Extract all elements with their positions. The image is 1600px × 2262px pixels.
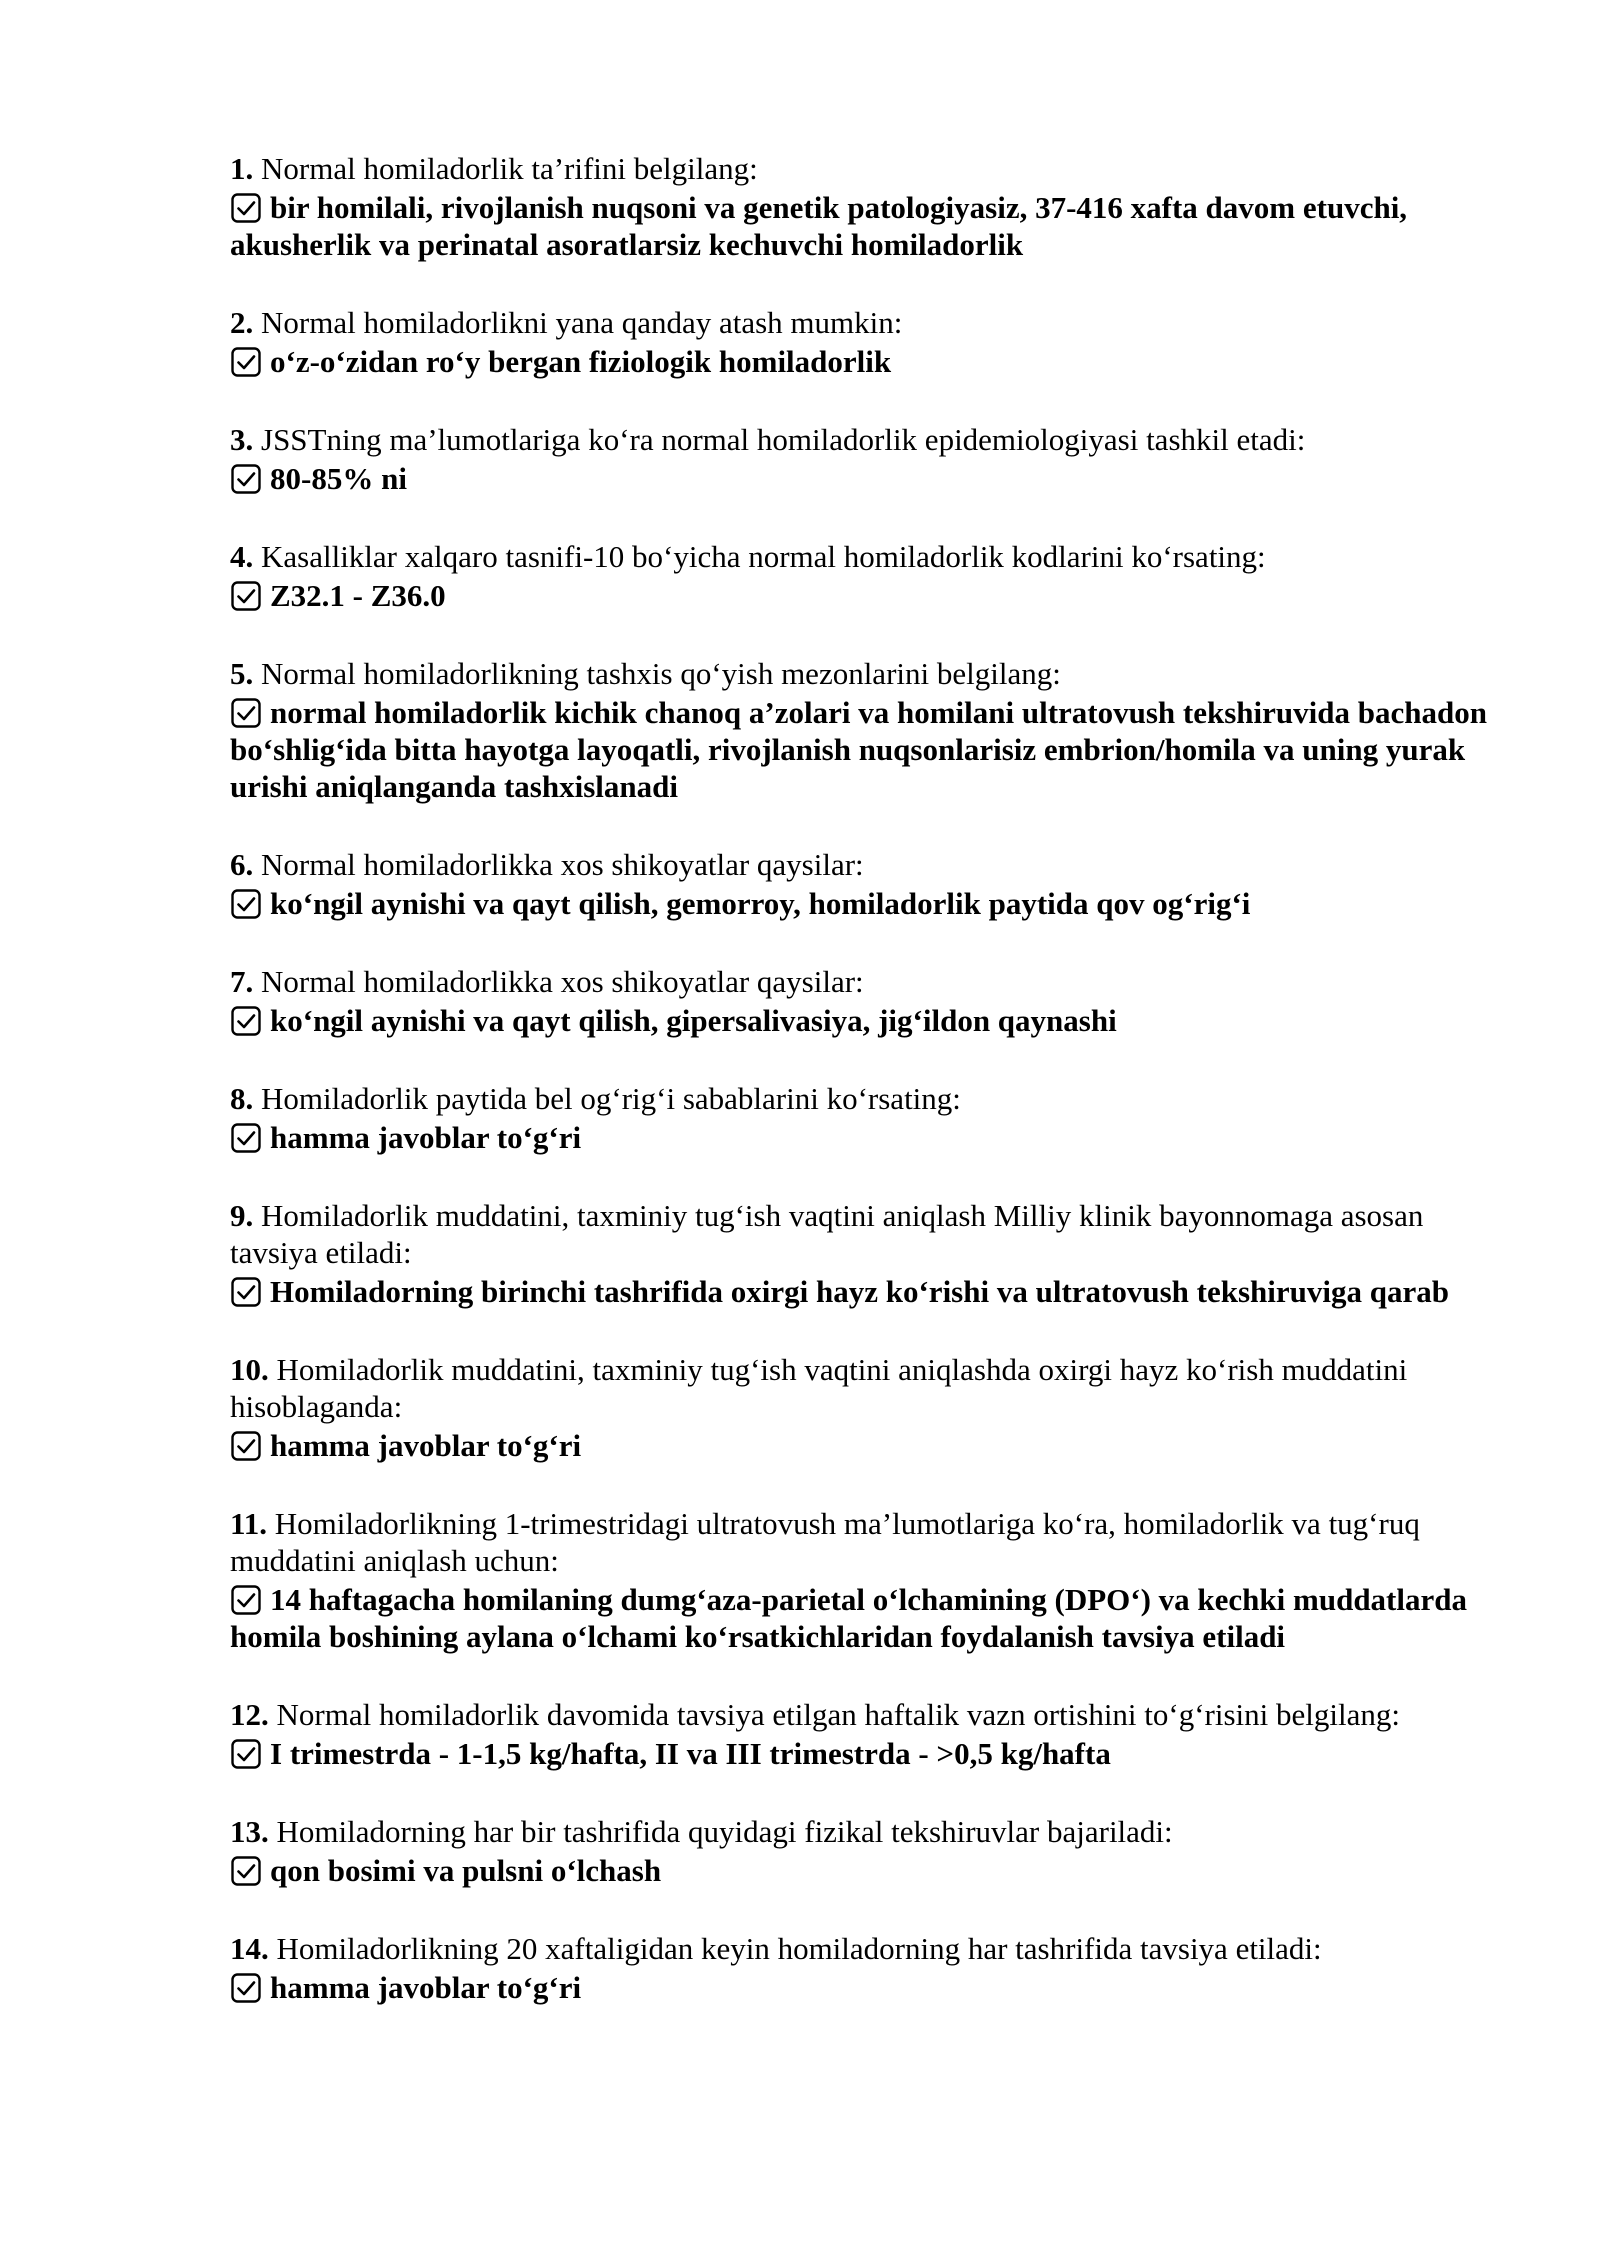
question-item bbox=[230, 1696, 1492, 1772]
answer-text: qon bosimi va pulsni o‘lchash bbox=[270, 1853, 662, 1888]
question-number: 7. bbox=[230, 964, 254, 999]
answer-line bbox=[230, 189, 1492, 263]
question-text-line bbox=[230, 1080, 1492, 1117]
checkbox-checked-icon bbox=[230, 697, 262, 729]
question-number: 2. bbox=[230, 305, 254, 340]
question-text-line bbox=[230, 304, 1492, 341]
question-item bbox=[230, 1197, 1492, 1310]
answer-text: hamma javoblar to‘g‘ri bbox=[270, 1970, 582, 2005]
question-item bbox=[230, 1080, 1492, 1156]
checkbox-checked-icon bbox=[230, 1738, 262, 1770]
question-text: Homiladorlikning 20 xaftaligidan keyin homiladorning har tashrifida tavsiya etiladi: bbox=[276, 1931, 1322, 1966]
question-item bbox=[230, 150, 1492, 263]
question-number: 3. bbox=[230, 422, 254, 457]
question-text: Normal homiladorlik ta’rifini belgilang: bbox=[261, 151, 758, 186]
question-number: 10. bbox=[230, 1352, 269, 1387]
answer-line bbox=[230, 343, 1492, 380]
question-list bbox=[230, 150, 1492, 2047]
answer-line bbox=[230, 1581, 1492, 1655]
answer-text: o‘z-o‘zidan ro‘y bergan fiziologik homiladorlik bbox=[270, 344, 892, 379]
checkbox-checked-icon bbox=[230, 580, 262, 612]
answer-text: hamma javoblar to‘g‘ri bbox=[270, 1120, 582, 1155]
question-text-line bbox=[230, 963, 1492, 1000]
question-number: 13. bbox=[230, 1814, 269, 1849]
checkbox-checked-icon bbox=[230, 1855, 262, 1887]
question-item bbox=[230, 846, 1492, 922]
question-text: JSSTning ma’lumotlariga ko‘ra normal homiladorlik epidemiologiyasi tashkil etadi: bbox=[261, 422, 1306, 457]
answer-line bbox=[230, 1969, 1492, 2006]
question-text-line bbox=[230, 1505, 1492, 1579]
question-text: Kasalliklar xalqaro tasnifi-10 bo‘yicha normal homiladorlik kodlarini ko‘rsating: bbox=[261, 539, 1266, 574]
answer-text: 14 haftagacha homilaning dumg‘aza-parietal o‘lchamining (DPO‘) va kechki muddatlarda homila boshining aylana o‘lchami ko‘rsatkichlaridan foydalanish tavsiya etiladi bbox=[230, 1582, 1467, 1654]
question-text: Normal homiladorlikni yana qanday atash mumkin: bbox=[261, 305, 903, 340]
checkbox-checked-icon bbox=[230, 463, 262, 495]
answer-line bbox=[230, 885, 1492, 922]
question-text-line bbox=[230, 1696, 1492, 1733]
question-text-line bbox=[230, 421, 1492, 458]
question-number: 8. bbox=[230, 1081, 254, 1116]
answer-line bbox=[230, 1119, 1492, 1156]
question-text-line bbox=[230, 1930, 1492, 1967]
answer-line bbox=[230, 1427, 1492, 1464]
answer-line bbox=[230, 460, 1492, 497]
question-text: Homiladorlik paytida bel og‘rig‘i sabablarini ko‘rsating: bbox=[261, 1081, 961, 1116]
answer-line bbox=[230, 1852, 1492, 1889]
checkbox-checked-icon bbox=[230, 346, 262, 378]
question-item bbox=[230, 655, 1492, 805]
answer-text: I trimestrda - 1-1,5 kg/hafta, II va III trimestrda - >0,5 kg/hafta bbox=[270, 1736, 1111, 1771]
checkbox-checked-icon bbox=[230, 1430, 262, 1462]
question-item bbox=[230, 1505, 1492, 1655]
checkbox-checked-icon bbox=[230, 1122, 262, 1154]
question-text-line bbox=[230, 150, 1492, 187]
question-text-line bbox=[230, 655, 1492, 692]
question-item bbox=[230, 1930, 1492, 2006]
question-item bbox=[230, 963, 1492, 1039]
question-number: 6. bbox=[230, 847, 254, 882]
question-number: 12. bbox=[230, 1697, 269, 1732]
question-item bbox=[230, 1813, 1492, 1889]
question-number: 9. bbox=[230, 1198, 254, 1233]
question-text-line bbox=[230, 846, 1492, 883]
answer-line bbox=[230, 1735, 1492, 1772]
question-item bbox=[230, 304, 1492, 380]
answer-text: hamma javoblar to‘g‘ri bbox=[270, 1428, 582, 1463]
answer-text: Homiladorning birinchi tashrifida oxirgi hayz ko‘rishi va ultratovush tekshiruviga qarab bbox=[270, 1274, 1449, 1309]
question-number: 1. bbox=[230, 151, 254, 186]
answer-text: normal homiladorlik kichik chanoq a’zolari va homilani ultratovush tekshiruvida bachadon bo‘shlig‘ida bitta hayotga layoqatli, rivojlanish nuqsonlarisiz embrion/homila va uning yurak urishi aniqlanganda tashxislanadi bbox=[230, 695, 1487, 804]
question-text: Homiladorlikning 1-trimestridagi ultratovush ma’lumotlariga ko‘ra, homiladorlik va tug‘ruq muddatini aniqlash uchun: bbox=[230, 1506, 1420, 1578]
checkbox-checked-icon bbox=[230, 192, 262, 224]
question-number: 4. bbox=[230, 539, 254, 574]
answer-line bbox=[230, 577, 1492, 614]
question-number: 5. bbox=[230, 656, 254, 691]
question-number: 14. bbox=[230, 1931, 269, 1966]
checkbox-checked-icon bbox=[230, 1972, 262, 2004]
checkbox-checked-icon bbox=[230, 1005, 262, 1037]
answer-line bbox=[230, 694, 1492, 805]
question-text: Normal homiladorlik davomida tavsiya etilgan haftalik vazn ortishini to‘g‘risini belgilang: bbox=[276, 1697, 1400, 1732]
question-text: Homiladorlik muddatini, taxminiy tug‘ish vaqtini aniqlash Milliy klinik bayonnomaga asosan tavsiya etiladi: bbox=[230, 1198, 1424, 1270]
answer-text: ko‘ngil aynishi va qayt qilish, gemorroy, homiladorlik paytida qov og‘rig‘i bbox=[270, 886, 1251, 921]
question-text: Normal homiladorlikka xos shikoyatlar qaysilar: bbox=[261, 964, 864, 999]
question-text-line bbox=[230, 538, 1492, 575]
checkbox-checked-icon bbox=[230, 1276, 262, 1308]
answer-text: bir homilali, rivojlanish nuqsoni va genetik patologiyasiz, 37-416 xafta davom etuvchi, akusherlik va perinatal asoratlarsiz kechuvchi homiladorlik bbox=[230, 190, 1408, 262]
checkbox-checked-icon bbox=[230, 1584, 262, 1616]
answer-line bbox=[230, 1273, 1492, 1310]
question-item bbox=[230, 538, 1492, 614]
question-text-line bbox=[230, 1197, 1492, 1271]
answer-text: ko‘ngil aynishi va qayt qilish, gipersalivasiya, jig‘ildon qaynashi bbox=[270, 1003, 1117, 1038]
question-item bbox=[230, 421, 1492, 497]
question-text-line bbox=[230, 1813, 1492, 1850]
question-text: Normal homiladorlikning tashxis qo‘yish mezonlarini belgilang: bbox=[261, 656, 1061, 691]
question-text: Homiladorning har bir tashrifida quyidagi fizikal tekshiruvlar bajariladi: bbox=[276, 1814, 1173, 1849]
question-text: Homiladorlik muddatini, taxminiy tug‘ish vaqtini aniqlashda oxirgi hayz ko‘rish muddatini hisoblaganda: bbox=[230, 1352, 1408, 1424]
question-text-line bbox=[230, 1351, 1492, 1425]
answer-text: 80-85% ni bbox=[270, 461, 407, 496]
answer-line bbox=[230, 1002, 1492, 1039]
checkbox-checked-icon bbox=[230, 888, 262, 920]
question-text: Normal homiladorlikka xos shikoyatlar qaysilar: bbox=[261, 847, 864, 882]
question-item bbox=[230, 1351, 1492, 1464]
answer-text: Z32.1 - Z36.0 bbox=[270, 578, 446, 613]
question-number: 11. bbox=[230, 1506, 268, 1541]
